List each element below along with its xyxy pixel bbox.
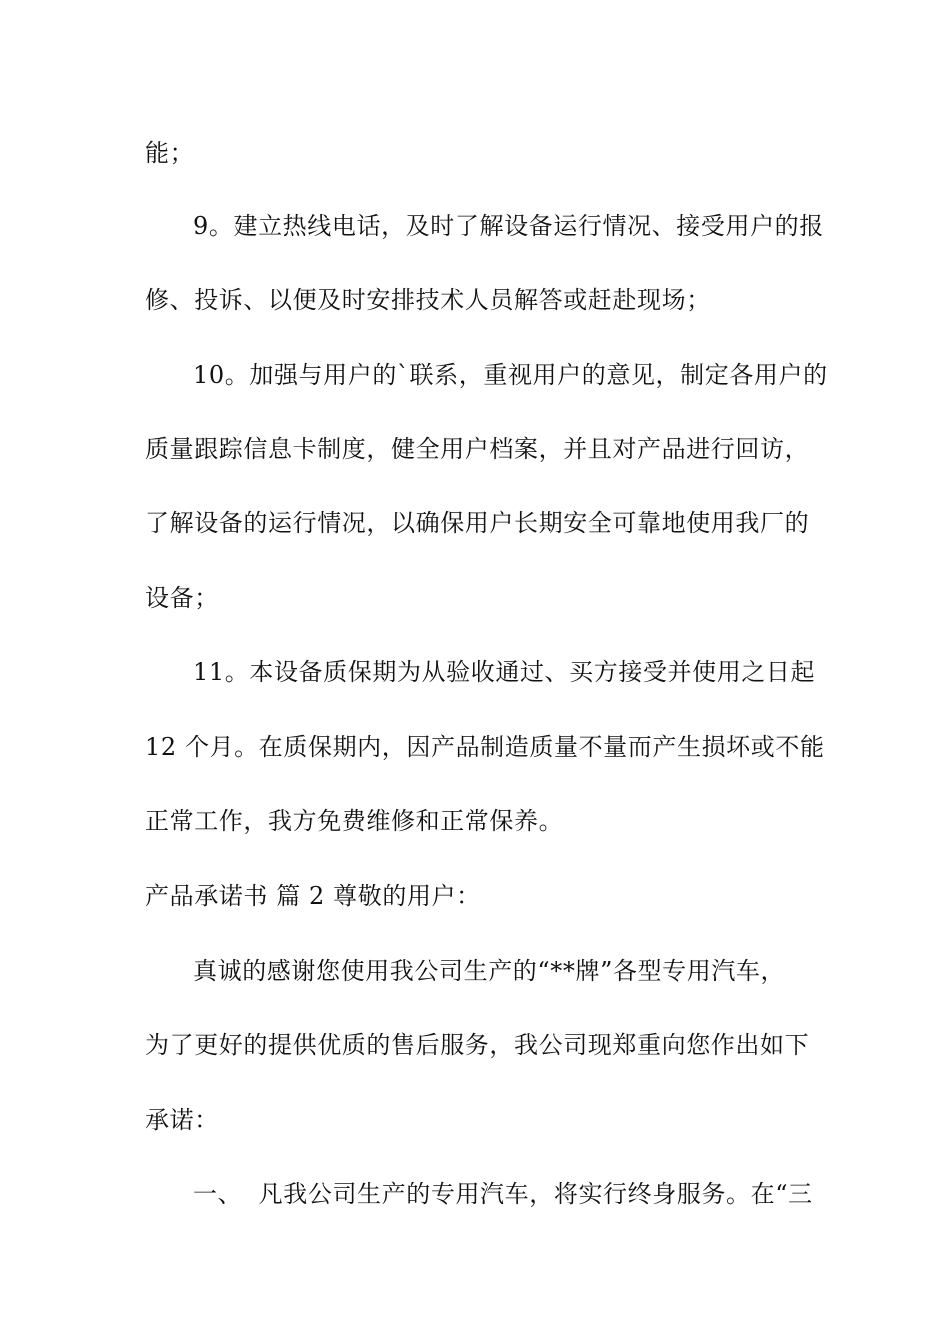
text-line: 承诺： xyxy=(145,1106,219,1134)
text-line: 11。本设备质保期为从验收通过、买方接受并使用之日起 xyxy=(193,658,816,686)
section-heading: 产品承诺书 篇 2 尊敬的用户： xyxy=(145,882,481,910)
text-line: 设备； xyxy=(145,584,219,612)
text-line: 质量跟踪信息卡制度，健全用户档案，并且对产品进行回访， xyxy=(145,435,810,463)
text-line: 12 个月。在质保期内，因产品制造质量不量而产生损坏或不能 xyxy=(145,733,825,761)
text-line: 9。建立热线电话，及时了解设备运行情况、接受用户的报 xyxy=(193,212,824,240)
text-line: 10。加强与用户的`联系，重视用户的意见，制定各用户的 xyxy=(193,361,828,389)
text-line: 了解设备的运行情况，以确保用户长期安全可靠地使用我厂的 xyxy=(145,509,810,537)
text-line: 一、 凡我公司生产的专用汽车，将实行终身服务。在“三 xyxy=(193,1180,813,1208)
text-line: 正常工作，我方免费维修和正常保养。 xyxy=(145,807,564,835)
text-line: 为了更好的提供优质的售后服务，我公司现郑重向您作出如下 xyxy=(145,1031,810,1059)
text-line: 能； xyxy=(145,139,195,167)
text-line: 修、投诉、以便及时安排技术人员解答或赶赴现场； xyxy=(145,286,711,314)
text-line: 真诚的感谢您使用我公司生产的“**牌”各型专用汽车， xyxy=(193,957,786,985)
